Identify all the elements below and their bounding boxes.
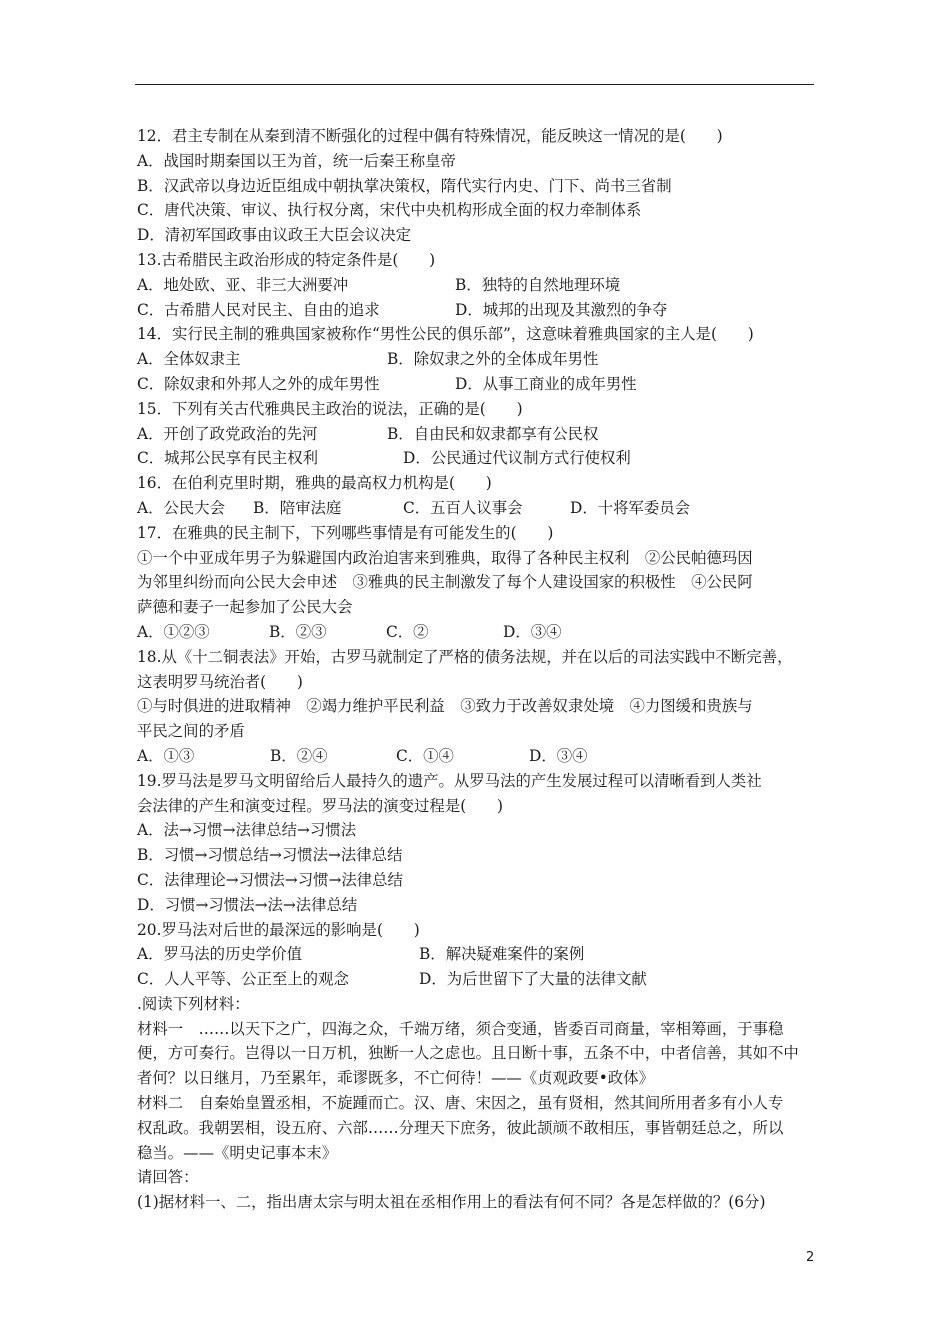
- question-17-option-b: B．②③: [269, 622, 327, 641]
- question-12-option-a: A．战国时期秦国以王为首，统一后秦王称皇帝: [137, 151, 456, 170]
- question-15-option-d: D．公民通过代议制方式行使权利: [403, 449, 631, 468]
- question-19-stem-line1: 19.罗马法是罗马文明留给后人最持久的遗产。从罗马法的产生发展过程可以清晰看到人类社: [137, 771, 762, 790]
- question-17-option-d: D．③④: [503, 622, 562, 641]
- question-18-stem-line2: 这表明罗马统治者( ): [137, 672, 303, 691]
- question-18-option-c: C．①④: [396, 746, 454, 765]
- question-17-option-c: C．②: [386, 622, 429, 641]
- question-12-option-c: C．唐代决策、审议、执行权分离，宋代中央机构形成全面的权力牵制体系: [137, 201, 642, 220]
- question-17-statement-line3: 萨德和妻子一起参加了公民大会: [137, 598, 353, 617]
- question-14-option-a: A．全体奴隶主: [137, 350, 241, 369]
- material-two-line3: 稳当。——《明史记事本末》: [137, 1143, 338, 1162]
- question-20-stem: 20.罗马法对后世的最深远的影响是( ): [137, 920, 420, 939]
- question-18-statement-line1: ①与时俱进的进取精神 ②竭力维护平民利益 ③致力于改善奴隶处境 ④力图缓和贵族与: [137, 697, 753, 716]
- question-20-option-a: A．罗马法的历史学价值: [137, 945, 303, 964]
- question-14-option-d: D．从事工商业的成年男性: [455, 374, 637, 393]
- question-19-option-d: D．习惯→习惯法→法→法律总结: [137, 895, 358, 914]
- question-19-option-a: A．法→习惯→法律总结→习惯法: [137, 821, 357, 840]
- question-14-options-row2: [137, 372, 815, 397]
- question-13-stem: 13.古希腊民主政治形成的特定条件是( ): [137, 250, 436, 269]
- question-17-options: [137, 620, 815, 645]
- material-one-line2: 便，方可奏行。岂得以一日万机，独断一人之虑也。且日断十事，五条不中，中者信善，其如不中: [137, 1044, 799, 1063]
- question-14-option-c: C．除奴隶和外邦人之外的成年男性: [137, 374, 380, 393]
- material-one-line1: 材料一 ……以天下之广，四海之众，千端万绪，须合变通，皆委百司商量，宰相筹画，于事稳: [137, 1019, 784, 1038]
- question-20-option-b: B．解决疑难案件的案例: [419, 945, 585, 964]
- question-18-option-a: A．①③: [137, 746, 195, 765]
- question-19-option-c: C．法律理论→习惯法→习惯→法律总结: [137, 870, 403, 889]
- page-number: 2: [806, 1250, 815, 1265]
- reading-intro: .阅读下列材料：: [137, 994, 250, 1013]
- question-12-stem: 12．君主专制在从秦到清不断强化的过程中偶有特殊情况，能反映这一情况的是( ): [137, 127, 723, 145]
- answer-prompt: 请回答：: [137, 1168, 199, 1187]
- question-15-options-row2: [137, 446, 815, 471]
- question-13-option-b: B．独特的自然地理环境: [455, 275, 621, 294]
- question-15-stem: 15．下列有关古代雅典民主政治的说法，正确的是( ): [137, 399, 523, 418]
- material-one-line3: 者何？以日继月，乃至累年，乖谬既多，不亡何待！——《贞观政要•政体》: [137, 1069, 654, 1088]
- question-12-option-d: D．清初军国政事由议政王大臣会议决定: [137, 226, 411, 245]
- question-16-option-c: C．五百人议事会: [403, 498, 523, 517]
- material-two-line2: 权乱政。我朝罢相，设五府、六部……分理天下庶务，彼此颉颃不敢相压，事皆朝廷总之，所以: [137, 1118, 784, 1137]
- question-15-option-b: B．自由民和奴隶都享有公民权: [387, 424, 599, 443]
- question-15-options-row1: [137, 422, 815, 447]
- exam-content: [137, 124, 815, 1215]
- question-16-options: [137, 496, 815, 521]
- question-19-stem-line2: 会法律的产生和演变过程。罗马法的演变过程是( ): [137, 796, 503, 815]
- question-16-option-b: B．陪审法庭: [253, 498, 342, 517]
- question-15-option-c: C．城邦公民享有民主权利: [137, 449, 319, 468]
- question-18-statement-line2: 平民之间的矛盾: [137, 722, 245, 741]
- question-13-option-d: D．城邦的出现及其激烈的争夺: [455, 300, 668, 319]
- question-16-option-d: D．十将军委员会: [570, 498, 691, 517]
- question-20-option-c: C．人人平等、公正至上的观念: [137, 970, 349, 989]
- question-19-option-b: B．习惯→习惯总结→习惯法→法律总结: [137, 846, 403, 865]
- question-16-option-a: A．公民大会: [137, 498, 226, 517]
- question-20-option-d: D．为后世留下了大量的法律文献: [419, 970, 647, 989]
- question-17-statement-line2: 为邻里纠纷而向公民大会申述 ③雅典的民主制激发了每个人建设国家的积极性 ④公民阿: [137, 573, 753, 592]
- question-16-stem: 16．在伯利克里时期，雅典的最高权力机构是( ): [137, 474, 492, 493]
- header-rule: [135, 84, 814, 85]
- reading-question-1: (1)据材料一、二，指出唐太宗与明太祖在丞相作用上的看法有何不同？各是怎样做的？(6分): [137, 1193, 766, 1212]
- question-18-stem-line1: 18.从《十二铜表法》开始，古罗马就制定了严格的债务法规，并在以后的司法实践中不断完善，: [137, 647, 793, 666]
- question-17-statement-line1: ①一个中亚成年男子为躲避国内政治迫害来到雅典，取得了各种民主权利 ②公民帕德玛因: [137, 548, 753, 567]
- question-12-option-b: B．汉武帝以身边近臣组成中朝执掌决策权，隋代实行内史、门下、尚书三省制: [137, 176, 672, 195]
- question-15-option-a: A．开创了政党政治的先河: [137, 424, 318, 443]
- question-20-options-row1: [137, 942, 815, 967]
- question-18-option-b: B．②④: [270, 746, 328, 765]
- question-18-option-d: D．③④: [529, 746, 588, 765]
- question-14-stem: 14．实行民主制的雅典国家被称作“男性公民的俱乐部”，这意味着雅典国家的主人是( ): [137, 325, 754, 344]
- question-13-option-c: C．古希腊人民对民主、自由的追求: [137, 300, 380, 319]
- question-17-option-a: A．①②③: [137, 622, 210, 641]
- question-13-options-row2: [137, 298, 815, 323]
- question-18-options: [137, 744, 815, 769]
- question-17-stem: 17．在雅典的民主制下，下列哪些事情是有可能发生的( ): [137, 523, 554, 542]
- material-two-line1: 材料二 自秦始皇置丞相，不旋踵而亡。汉、唐、宋因之，虽有贤相，然其间所用者多有小人专: [137, 1094, 784, 1113]
- question-13-options-row1: [137, 273, 815, 298]
- question-20-options-row2: [137, 967, 815, 992]
- question-14-options-row1: [137, 347, 815, 372]
- question-13-option-a: A．地处欧、亚、非三大洲要冲: [137, 275, 349, 294]
- question-14-option-b: B．除奴隶之外的全体成年男性: [387, 350, 599, 369]
